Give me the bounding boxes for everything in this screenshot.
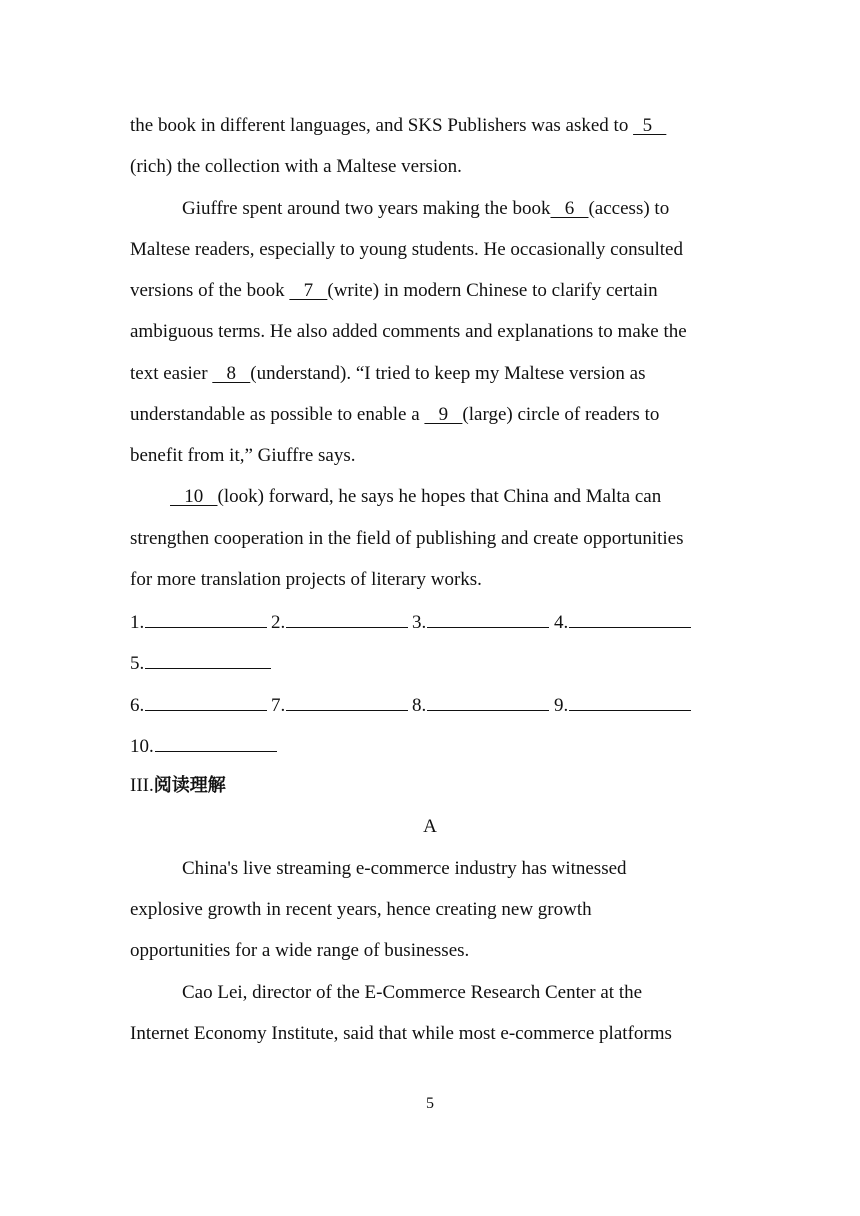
passage-line-3: Giuffre spent around two years making the book 6 (access) to [182,198,670,219]
answer-field-10[interactable]: 10. [130,733,277,759]
blank-8: 8 [212,363,251,384]
blank-7: 7 [289,280,328,301]
passage-line-4: Maltese readers, especially to young students. He occasionally consulted [130,239,683,260]
answer-field-8[interactable]: 8. [412,692,549,718]
passage-line-11: strengthen cooperation in the field of publishing and create opportunities [130,528,684,549]
passage-line-8: understandable as possible to enable a 9 (large) circle of readers to [130,404,660,425]
answer-field-5[interactable]: 5. [130,650,271,676]
answer-field-9[interactable]: 9. [554,692,691,718]
answer-field-6[interactable]: 6. [130,692,267,718]
passage-line-2: (rich) the collection with a Maltese version. [130,156,462,177]
answer-field-2[interactable]: 2. [271,609,408,635]
passage-line-10: 10 (look) forward, he says he hopes that China and Malta can [170,486,662,507]
passage-a-line-2: explosive growth in recent years, hence creating new growth [130,899,592,920]
blank-6: 6 [550,198,589,219]
passage-a-label: A [423,816,437,837]
passage-line-9: benefit from it,” Giuffre says. [130,445,356,466]
passage-a-line-4: Cao Lei, director of the E-Commerce Research Center at the [182,982,643,1003]
page-number: 5 [426,1095,434,1112]
passage-line-6: ambiguous terms. He also added comments and explanations to make the [130,321,687,342]
passage-a-line-3: opportunities for a wide range of businesses. [130,940,470,961]
answer-field-1[interactable]: 1. [130,609,267,635]
passage-line-7: text easier 8 (understand). “I tried to keep my Maltese version as [130,363,646,384]
answer-field-4[interactable]: 4. [554,609,691,635]
passage-line-5: versions of the book 7 (write) in modern Chinese to clarify certain [130,280,658,301]
passage-a-line-5: Internet Economy Institute, said that while most e-commerce platforms [130,1023,672,1044]
blank-5: 5 [633,115,667,136]
blank-9: 9 [424,404,463,425]
section-heading: III.阅读理解 [130,775,226,796]
passage-a-line-1: China's live streaming e-commerce industry has witnessed [182,858,627,879]
blank-10: 10 [170,486,218,507]
passage-line-1: the book in different languages, and SKS Publishers was asked to 5 [130,115,667,136]
answer-field-7[interactable]: 7. [271,692,408,718]
answer-field-3[interactable]: 3. [412,609,549,635]
passage-line-12: for more translation projects of literary works. [130,569,482,590]
